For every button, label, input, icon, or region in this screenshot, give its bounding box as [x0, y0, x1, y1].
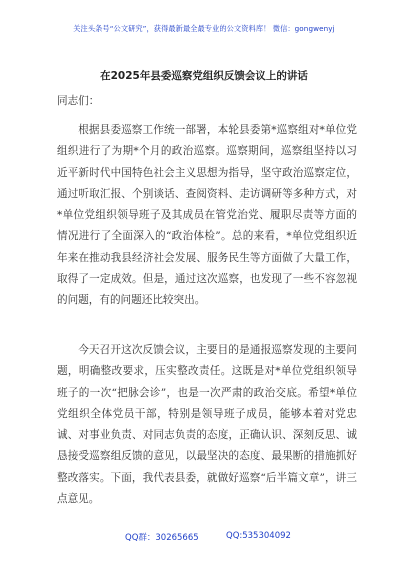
qq-group-text: QQ群：30265665	[125, 533, 199, 543]
page-title: 在2025年县委巡察党组织反馈会议上的讲话	[100, 70, 308, 82]
header-banner: 关注头条号“公文研究”，获得最新最全最专业的公文资料库！ 微信：gongwenyj	[73, 24, 335, 33]
paragraph-1: 根据县委巡察工作统一部署，本轮县委第*巡察组对*单位党组织进行了为期*个月的政治巡察。巡察期间，巡察组坚持以习近平新时代中国特色社会主义思想为指导，坚守政治巡察定位，通过听取汇报、个别谈话、查阅资料、走访调研等多种方式，对*单位党组织领导班子及其成员在管党治党、履职尽责等方面的情况进行了全面深入的“政治体检”。总的来看，*单位党组织近年来在推动我县经济社会发展、服务民生等方面做了大量工作，取得了一定成效。但是，通过这次巡察，也发现了一些不容忽视的问题，有的问题还比较突出。	[57, 124, 357, 307]
qq-contact-text: QQ:535304092	[226, 531, 291, 541]
paragraph-2: 今天召开这次反馈会议，主要目的是通报巡察发现的主要问题，明确整改要求，压实整改责任。这既是对*单位党组织领导班子的一次“把脉会诊”，也是一次严肃的政治交底。希望*单位党组织全体党员干部，特别是领导班子成员，能够本着对党忠诚、对事业负责、对同志负责的态度，正确认识、深刻反思、诚恳接受巡察组反馈的意见，以最坚决的态度、最果断的措施抓好整改落实。下面，我代表县委，就做好巡察“后半篇文章”，讲三点意见。	[57, 344, 357, 506]
greeting: 同志们：	[57, 95, 100, 107]
